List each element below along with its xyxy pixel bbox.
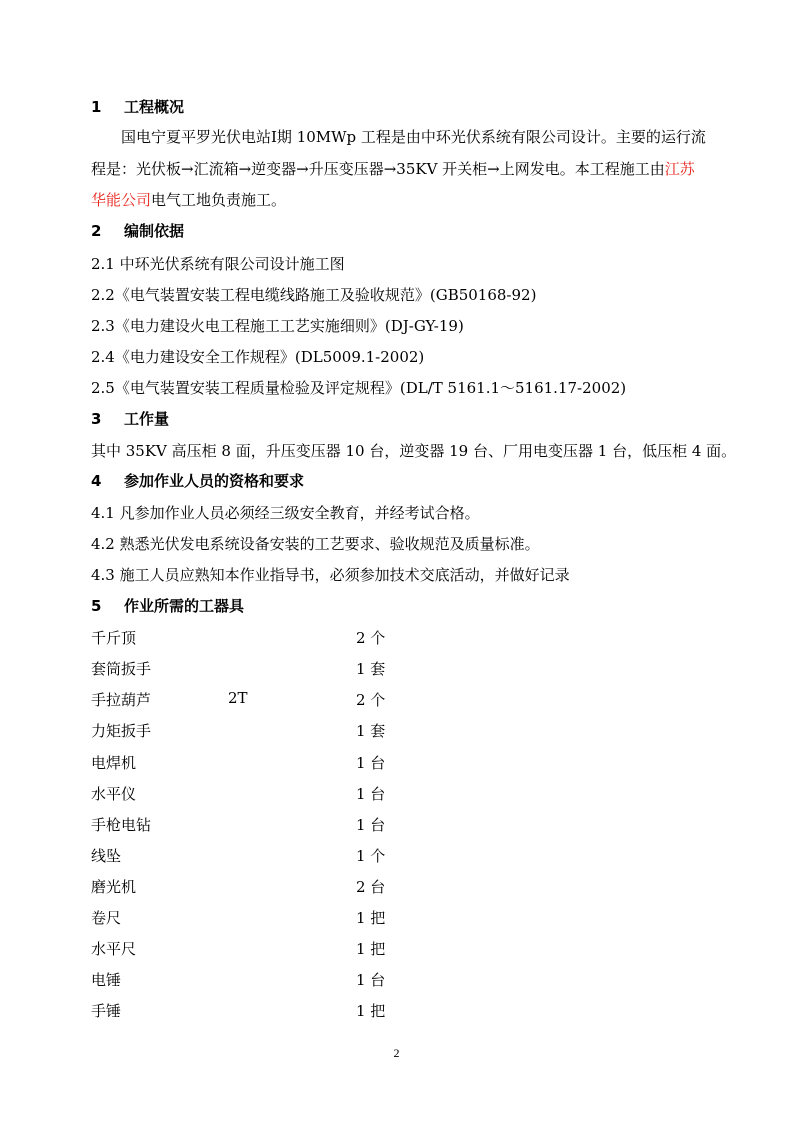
tool-row — [91, 658, 386, 679]
section-number: 5 — [91, 597, 102, 615]
section-heading-workload — [91, 408, 169, 429]
tool-name: 手拉葫芦 — [91, 691, 152, 709]
highlight-contractor: 华能公司 — [91, 191, 152, 209]
tool-name: 套筒扳手 — [91, 660, 152, 678]
section-heading-tools — [91, 595, 244, 616]
section-number: 4 — [91, 472, 102, 490]
tool-row — [91, 752, 386, 773]
tool-name: 手锤 — [91, 1002, 122, 1020]
requirement-item: 4.2 熟悉光伏发电系统设备安装的工艺要求、验收规范及质量标准。 — [91, 535, 540, 553]
tool-name: 千斤顶 — [91, 629, 137, 647]
tool-spec: 2T — [228, 689, 248, 707]
tool-name: 电锤 — [91, 971, 122, 989]
requirement-item: 4.3 施工人员应熟知本作业指导书，必须参加技术交底活动，并做好记录 — [91, 566, 570, 584]
page-number: 2 — [393, 1046, 400, 1060]
tool-quantity: 1 个 — [356, 847, 386, 865]
section-title: 工作量 — [124, 410, 170, 428]
tool-name: 磨光机 — [91, 878, 137, 896]
tool-row — [91, 720, 386, 741]
basis-item: 2.4《电力建设安全工作规程》(DL5009.1-2002) — [91, 348, 425, 366]
tool-quantity: 1 把 — [356, 1002, 386, 1020]
tool-row — [91, 783, 386, 804]
tool-row — [91, 845, 386, 866]
section-heading-requirements — [91, 470, 304, 491]
overview-line-3 — [91, 189, 286, 210]
tool-quantity: 2 台 — [356, 878, 386, 896]
section-number: 2 — [91, 222, 102, 240]
tool-row — [91, 1000, 386, 1021]
tool-row — [91, 876, 386, 897]
basis-item: 2.3《电力建设火电工程施工工艺实施细则》(DJ-GY-19) — [91, 317, 464, 335]
tool-name: 卷尺 — [91, 909, 122, 927]
tool-name: 手枪电钻 — [91, 816, 152, 834]
tool-quantity: 2 个 — [356, 629, 386, 647]
tool-row — [91, 938, 386, 959]
tool-quantity: 1 套 — [356, 722, 386, 740]
overview-line-1: 国电宁夏平罗光伏电站Ⅰ期 10MWp 工程是由中环光伏系统有限公司设计。主要的运行流 — [121, 128, 706, 146]
basis-item: 2.1 中环光伏系统有限公司设计施工图 — [91, 255, 345, 273]
section-number: 1 — [91, 98, 102, 116]
requirement-item: 4.1 凡参加作业人员必须经三级安全教育，并经考试合格。 — [91, 504, 480, 522]
tool-name: 电焊机 — [91, 754, 137, 772]
tool-row — [91, 627, 386, 648]
highlight-contractor: 江苏 — [664, 160, 695, 178]
tool-row — [91, 907, 386, 928]
section-heading-basis — [91, 220, 184, 241]
tool-quantity: 1 台 — [356, 785, 386, 803]
tool-quantity: 1 套 — [356, 660, 386, 678]
basis-item: 2.5《电气装置安装工程质量检验及评定规程》(DL/T 5161.1～5161.17-2002) — [91, 379, 627, 397]
overview-text: 电气工地负责施工。 — [151, 191, 287, 209]
tool-quantity: 1 把 — [356, 909, 386, 927]
tool-row — [91, 969, 386, 990]
tool-name: 力矩扳手 — [91, 722, 152, 740]
section-heading-overview — [91, 96, 184, 117]
tool-quantity: 1 把 — [356, 940, 386, 958]
tool-quantity: 1 台 — [356, 971, 386, 989]
basis-item: 2.2《电气装置安装工程电缆线路施工及验收规范》(GB50168-92) — [91, 286, 537, 304]
tool-quantity: 1 台 — [356, 816, 386, 834]
overview-line-2 — [91, 158, 695, 179]
section-title: 工程概况 — [124, 98, 185, 116]
tool-name: 水平尺 — [91, 940, 137, 958]
section-title: 参加作业人员的资格和要求 — [124, 472, 305, 490]
section-title: 作业所需的工器具 — [124, 597, 245, 615]
tool-row — [91, 814, 386, 835]
tool-name: 线坠 — [91, 847, 122, 865]
overview-text: 程是：光伏板→汇流箱→逆变器→升压变压器→35KV 开关柜→上网发电。本工程施工由 — [91, 160, 665, 178]
tool-quantity: 1 台 — [356, 754, 386, 772]
tool-quantity: 2 个 — [356, 691, 386, 709]
section-title: 编制依据 — [124, 222, 185, 240]
section-number: 3 — [91, 410, 102, 428]
tool-name: 水平仪 — [91, 785, 137, 803]
tool-row — [91, 689, 386, 710]
workload-text: 其中 35KV 高压柜 8 面，升压变压器 10 台，逆变器 19 台、厂用电变压器 1 台，低压柜 4 面。 — [91, 442, 737, 460]
